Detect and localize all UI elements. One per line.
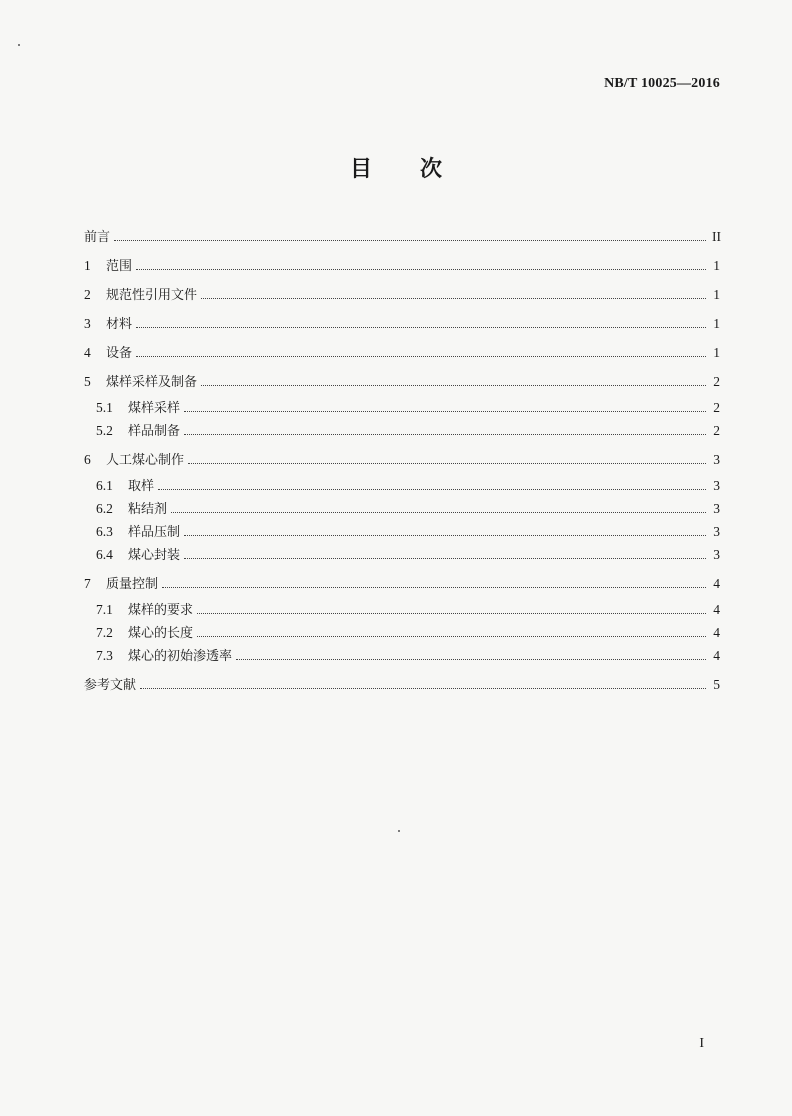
toc-entry-number: 6 (84, 452, 91, 467)
toc-entry-label: 煤心封装 (128, 548, 181, 563)
toc-entry-page: 2 (713, 374, 720, 389)
scan-speck (398, 830, 400, 832)
toc-dot-leader (188, 463, 706, 464)
toc-entry (96, 621, 720, 641)
toc-entry (96, 474, 720, 494)
toc-entry-page: 4 (713, 602, 720, 617)
toc-entry (84, 370, 720, 390)
toc-entry-page: 4 (713, 576, 720, 591)
toc-dot-leader (201, 385, 706, 386)
toc-entry (84, 254, 720, 274)
toc-dot-leader (197, 636, 706, 637)
toc-entry-number: 7.3 (96, 648, 113, 663)
toc-entry-page: 3 (713, 478, 720, 493)
toc-entry-page: 1 (713, 258, 720, 273)
toc-entry (96, 644, 720, 664)
toc-entry-label: 煤样采样 (128, 401, 181, 416)
toc-entry-label: 煤样的要求 (128, 603, 194, 618)
toc-entry-label: 煤样采样及制备 (106, 375, 198, 390)
toc-entry-page: 1 (713, 316, 720, 331)
toc-dot-leader (197, 613, 706, 614)
toc-entry-label: 样品制备 (128, 424, 181, 439)
toc-dot-leader (184, 434, 706, 435)
toc-entry (84, 448, 720, 468)
toc-entry-number: 5 (84, 374, 91, 389)
toc-entry-number: 1 (84, 258, 91, 273)
toc-entry-number: 7.1 (96, 602, 113, 617)
toc-entry-page: 4 (713, 648, 720, 663)
toc-entry-label: 范围 (106, 259, 133, 274)
toc-entry (84, 312, 720, 332)
toc-entry-page: 3 (713, 501, 720, 516)
standard-code: NB/T 10025—2016 (604, 76, 720, 91)
toc-entry-label: 煤心的长度 (128, 626, 194, 641)
toc-dot-leader (162, 587, 706, 588)
toc-entry-page: 2 (713, 400, 720, 415)
toc-entry-page: 4 (713, 625, 720, 640)
toc-entry-page: II (712, 229, 721, 244)
toc-entry-number: 6.3 (96, 524, 113, 539)
page-number: I (699, 1036, 704, 1051)
toc-entry (84, 673, 720, 693)
toc-dot-leader (236, 659, 706, 660)
toc-entry-label: 质量控制 (106, 577, 159, 592)
toc-dot-leader (184, 411, 706, 412)
toc-entry-number: 6.4 (96, 547, 113, 562)
toc-dot-leader (136, 327, 706, 328)
toc-dot-leader (201, 298, 706, 299)
toc-entry-page: 1 (713, 287, 720, 302)
toc-entry-number: 7 (84, 576, 91, 591)
toc-entry (84, 283, 720, 303)
toc-entry-label: 规范性引用文件 (106, 288, 198, 303)
toc-entry-page: 3 (713, 547, 720, 562)
toc-dot-leader (140, 688, 706, 689)
toc-entry (96, 520, 720, 540)
page-title: 目次 (349, 157, 490, 182)
toc-entry (84, 572, 720, 592)
toc-dot-leader (184, 558, 706, 559)
toc-entry (96, 396, 720, 416)
scan-speck (18, 44, 20, 46)
toc-entry-number: 3 (84, 316, 91, 331)
toc-entry-number: 2 (84, 287, 91, 302)
toc-entry-number: 5.2 (96, 423, 113, 438)
toc-entry-page: 3 (713, 452, 720, 467)
toc-entry (84, 341, 720, 361)
toc-entry (96, 419, 720, 439)
toc-entry-label: 材料 (106, 317, 133, 332)
toc-entry-label: 取样 (128, 479, 155, 494)
toc-entry-page: 2 (713, 423, 720, 438)
toc-entry-page: 3 (713, 524, 720, 539)
toc-entry-label: 煤心的初始渗透率 (128, 649, 233, 664)
toc-entry-page: 5 (713, 677, 720, 692)
toc-dot-leader (136, 356, 706, 357)
toc-entry-number: 6.1 (96, 478, 113, 493)
toc-dot-leader (158, 489, 706, 490)
toc-entry-page: 1 (713, 345, 720, 360)
toc-entry (96, 543, 720, 563)
toc-entry-label: 前言 (84, 230, 111, 245)
toc-entry-number: 5.1 (96, 400, 113, 415)
toc-entry (96, 497, 720, 517)
toc-dot-leader (114, 240, 706, 241)
toc-entry-label: 粘结剂 (128, 502, 168, 517)
toc-dot-leader (184, 535, 706, 536)
toc-entry (96, 598, 720, 618)
toc-entry-label: 样品压制 (128, 525, 181, 540)
toc-dot-leader (171, 512, 706, 513)
toc-entry-label: 人工煤心制作 (106, 453, 185, 468)
toc-entry-number: 6.2 (96, 501, 113, 516)
toc-entry-number: 7.2 (96, 625, 113, 640)
toc-entry-number: 4 (84, 345, 91, 360)
toc-entry-label: 设备 (106, 346, 133, 361)
toc-entry (84, 225, 720, 245)
toc-dot-leader (136, 269, 706, 270)
toc-entry-label: 参考文献 (84, 678, 137, 693)
